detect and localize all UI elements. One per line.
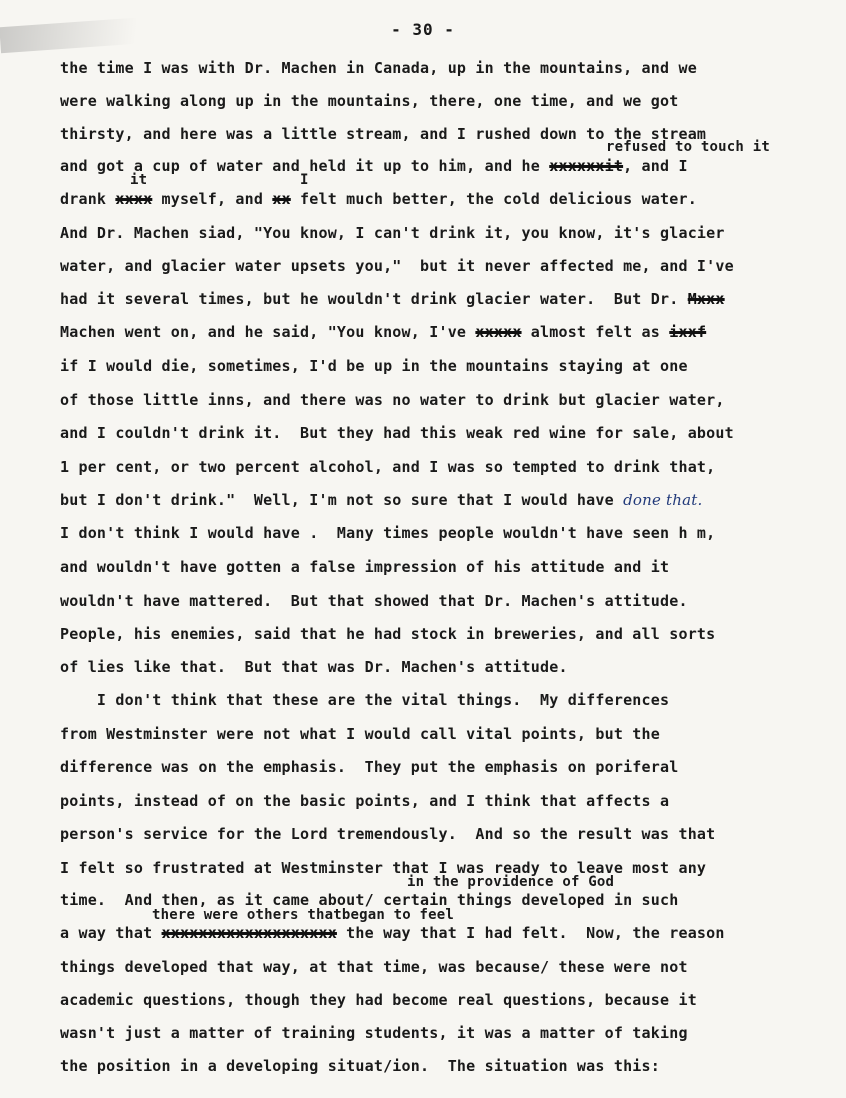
text-line: 1 per cent, or two percent alcohol, and I was so tempted to drink that, bbox=[60, 458, 716, 476]
text-line: and wouldn't have gotten a false impression of his attitude and it bbox=[60, 558, 670, 576]
text-line: and I couldn't drink it. But they had this weak red wine for sale, about bbox=[60, 424, 734, 442]
typed-insertion: it bbox=[130, 172, 148, 188]
text-line bbox=[60, 290, 725, 308]
text-line bbox=[60, 323, 706, 341]
text-segment: almost felt as bbox=[521, 323, 670, 341]
text-line: difference was on the emphasis. They put the emphasis on poriferal bbox=[60, 758, 679, 776]
text-line: water, and glacier water upsets you," but it never affected me, and I've bbox=[60, 257, 734, 275]
text-line bbox=[60, 491, 702, 509]
typed-insertion: there were others thatbegan to feel bbox=[152, 907, 455, 923]
struck-out-text: xxxxx bbox=[475, 323, 522, 341]
typed-insertion: in the providence of God bbox=[407, 874, 615, 890]
struck-out-text: xxxxxxit bbox=[549, 157, 624, 175]
text-line bbox=[60, 924, 725, 942]
struck-out-text: xxxx bbox=[115, 190, 153, 208]
text-line: wouldn't have mattered. But that showed that Dr. Machen's attitude. bbox=[60, 592, 688, 610]
text-segment: drank bbox=[60, 190, 116, 208]
text-segment: Machen went on, and he said, "You know, I've bbox=[60, 323, 476, 341]
text-line: academic questions, though they had become real questions, because it bbox=[60, 991, 697, 1009]
text-line: things developed that way, at that time, was because/ these were not bbox=[60, 958, 688, 976]
struck-out-text: Mxxx bbox=[687, 290, 725, 308]
text-line: of lies like that. But that was Dr. Machen's attitude. bbox=[60, 658, 568, 676]
text-segment: a way that bbox=[60, 924, 162, 942]
text-line: wasn't just a matter of training students, it was a matter of taking bbox=[60, 1024, 688, 1042]
text-line: if I would die, sometimes, I'd be up in the mountains staying at one bbox=[60, 357, 688, 375]
handwritten-note: done that. bbox=[623, 491, 703, 509]
text-segment: myself, and bbox=[152, 190, 273, 208]
text-line: time. And then, as it came about/ certain things developed in such bbox=[60, 891, 679, 909]
text-line: of those little inns, and there was no water to drink but glacier water, bbox=[60, 391, 725, 409]
text-line: from Westminster were not what I would call vital points, but the bbox=[60, 725, 660, 743]
text-segment: the way that I had felt. Now, the reason bbox=[336, 924, 725, 942]
struck-out-text: xxxxxxxxxxxxxxxxxxx bbox=[161, 924, 337, 942]
text-line: person's service for the Lord tremendously. And so the result was that bbox=[60, 825, 716, 843]
text-line: the time I was with Dr. Machen in Canada, up in the mountains, and we bbox=[60, 59, 697, 77]
text-line: were walking along up in the mountains, there, one time, and we got bbox=[60, 92, 679, 110]
text-line: I don't think that these are the vital things. My differences bbox=[60, 691, 670, 709]
text-line: I don't think I would have . Many times people wouldn't have seen h m, bbox=[60, 524, 716, 542]
text-line: points, instead of on the basic points, and I think that affects a bbox=[60, 792, 670, 810]
text-segment: felt much better, the cold delicious water. bbox=[290, 190, 697, 208]
text-segment: had it several times, but he wouldn't drink glacier water. But Dr. bbox=[60, 290, 688, 308]
typed-insertion: I bbox=[300, 172, 309, 188]
text-line bbox=[60, 157, 688, 175]
text-line: thirsty, and here was a little stream, and I rushed down to the stream bbox=[60, 125, 707, 143]
struck-out-text: ixxf bbox=[669, 323, 707, 341]
text-line bbox=[60, 190, 697, 208]
text-segment: and got a cup of water and held it up to him, and he bbox=[60, 157, 550, 175]
text-line: And Dr. Machen siad, "You know, I can't drink it, you know, it's glacier bbox=[60, 224, 725, 242]
text-segment: , and I bbox=[623, 157, 688, 175]
text-line: the position in a developing situat/ion. The situation was this: bbox=[60, 1057, 660, 1075]
text-line: People, his enemies, said that he had stock in breweries, and all sorts bbox=[60, 625, 716, 643]
text-line: I felt so frustrated at Westminster that I was ready to leave most any bbox=[60, 859, 707, 877]
typed-insertion: refused to touch it bbox=[606, 139, 770, 155]
page-number: - 30 - bbox=[391, 20, 455, 39]
struck-out-text: xx bbox=[272, 190, 291, 208]
text-segment: but I don't drink." Well, I'm not so sure that I would have bbox=[60, 491, 624, 509]
